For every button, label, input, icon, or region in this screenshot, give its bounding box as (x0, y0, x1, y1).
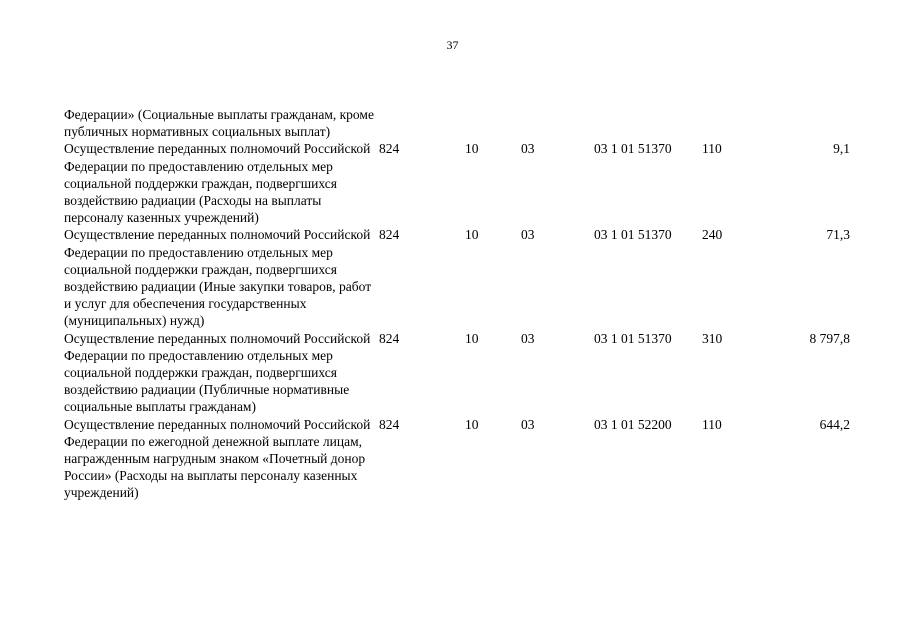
page-number: 37 (446, 38, 459, 52)
section-code: 10 (465, 330, 479, 346)
subsection-code: 03 (521, 141, 535, 157)
target-article-code: 03 1 01 51370 (594, 330, 672, 346)
table-row (64, 226, 864, 329)
ministry-code: 824 (379, 330, 400, 346)
subsection-code: 03 (521, 416, 535, 432)
amount-value: 644,2 (819, 416, 850, 432)
expense-type-code: 240 (702, 227, 723, 243)
target-article-code: 03 1 01 52200 (594, 416, 672, 432)
expense-type-code: 110 (702, 416, 722, 432)
target-article-code: 03 1 01 51370 (594, 227, 672, 243)
table-row (64, 416, 864, 502)
section-code: 10 (465, 227, 479, 243)
amount-value: 8 797,8 (809, 330, 850, 346)
amount-value: 71,3 (826, 227, 850, 243)
row-description: Осуществление переданных полномочий Российской Федерации по предоставлению отдельных мер социальной поддержки граждан, подвергшихся воздействию радиации (Расходы на выплаты персоналу казенных учреждений) (64, 141, 371, 226)
target-article-code: 03 1 01 51370 (594, 141, 672, 157)
row-description: Осуществление переданных полномочий Российской Федерации по ежегодной денежной выплате лицам, награжденным нагрудным знаком «Почетный донор России» (Расходы на выплаты персоналу казенных учреждений) (64, 416, 371, 501)
ministry-code: 824 (379, 141, 400, 157)
section-code: 10 (465, 141, 479, 157)
row-description: Федерации» (Социальные выплаты гражданам, кроме публичных нормативных социальных выплат) (64, 107, 374, 140)
subsection-code: 03 (521, 227, 535, 243)
ministry-code: 824 (379, 227, 400, 243)
subsection-code: 03 (521, 330, 535, 346)
amount-value: 9,1 (833, 141, 850, 157)
table-row (64, 330, 864, 416)
section-code: 10 (465, 416, 479, 432)
table-row (64, 106, 864, 140)
ministry-code: 824 (379, 416, 400, 432)
budget-table (64, 106, 864, 502)
row-description: Осуществление переданных полномочий Российской Федерации по предоставлению отдельных мер социальной поддержки граждан, подвергшихся воздействию радиации (Иные закупки товаров, работ и услуг для обеспечения государственных (муниципальных) нужд) (64, 227, 372, 329)
table-row (64, 140, 864, 226)
row-description: Осуществление переданных полномочий Российской Федерации по предоставлению отдельных мер социальной поддержки граждан, подвергшихся воздействию радиации (Публичные нормативные социальные выплаты гражданам) (64, 330, 371, 415)
expense-type-code: 110 (702, 141, 722, 157)
expense-type-code: 310 (702, 330, 723, 346)
